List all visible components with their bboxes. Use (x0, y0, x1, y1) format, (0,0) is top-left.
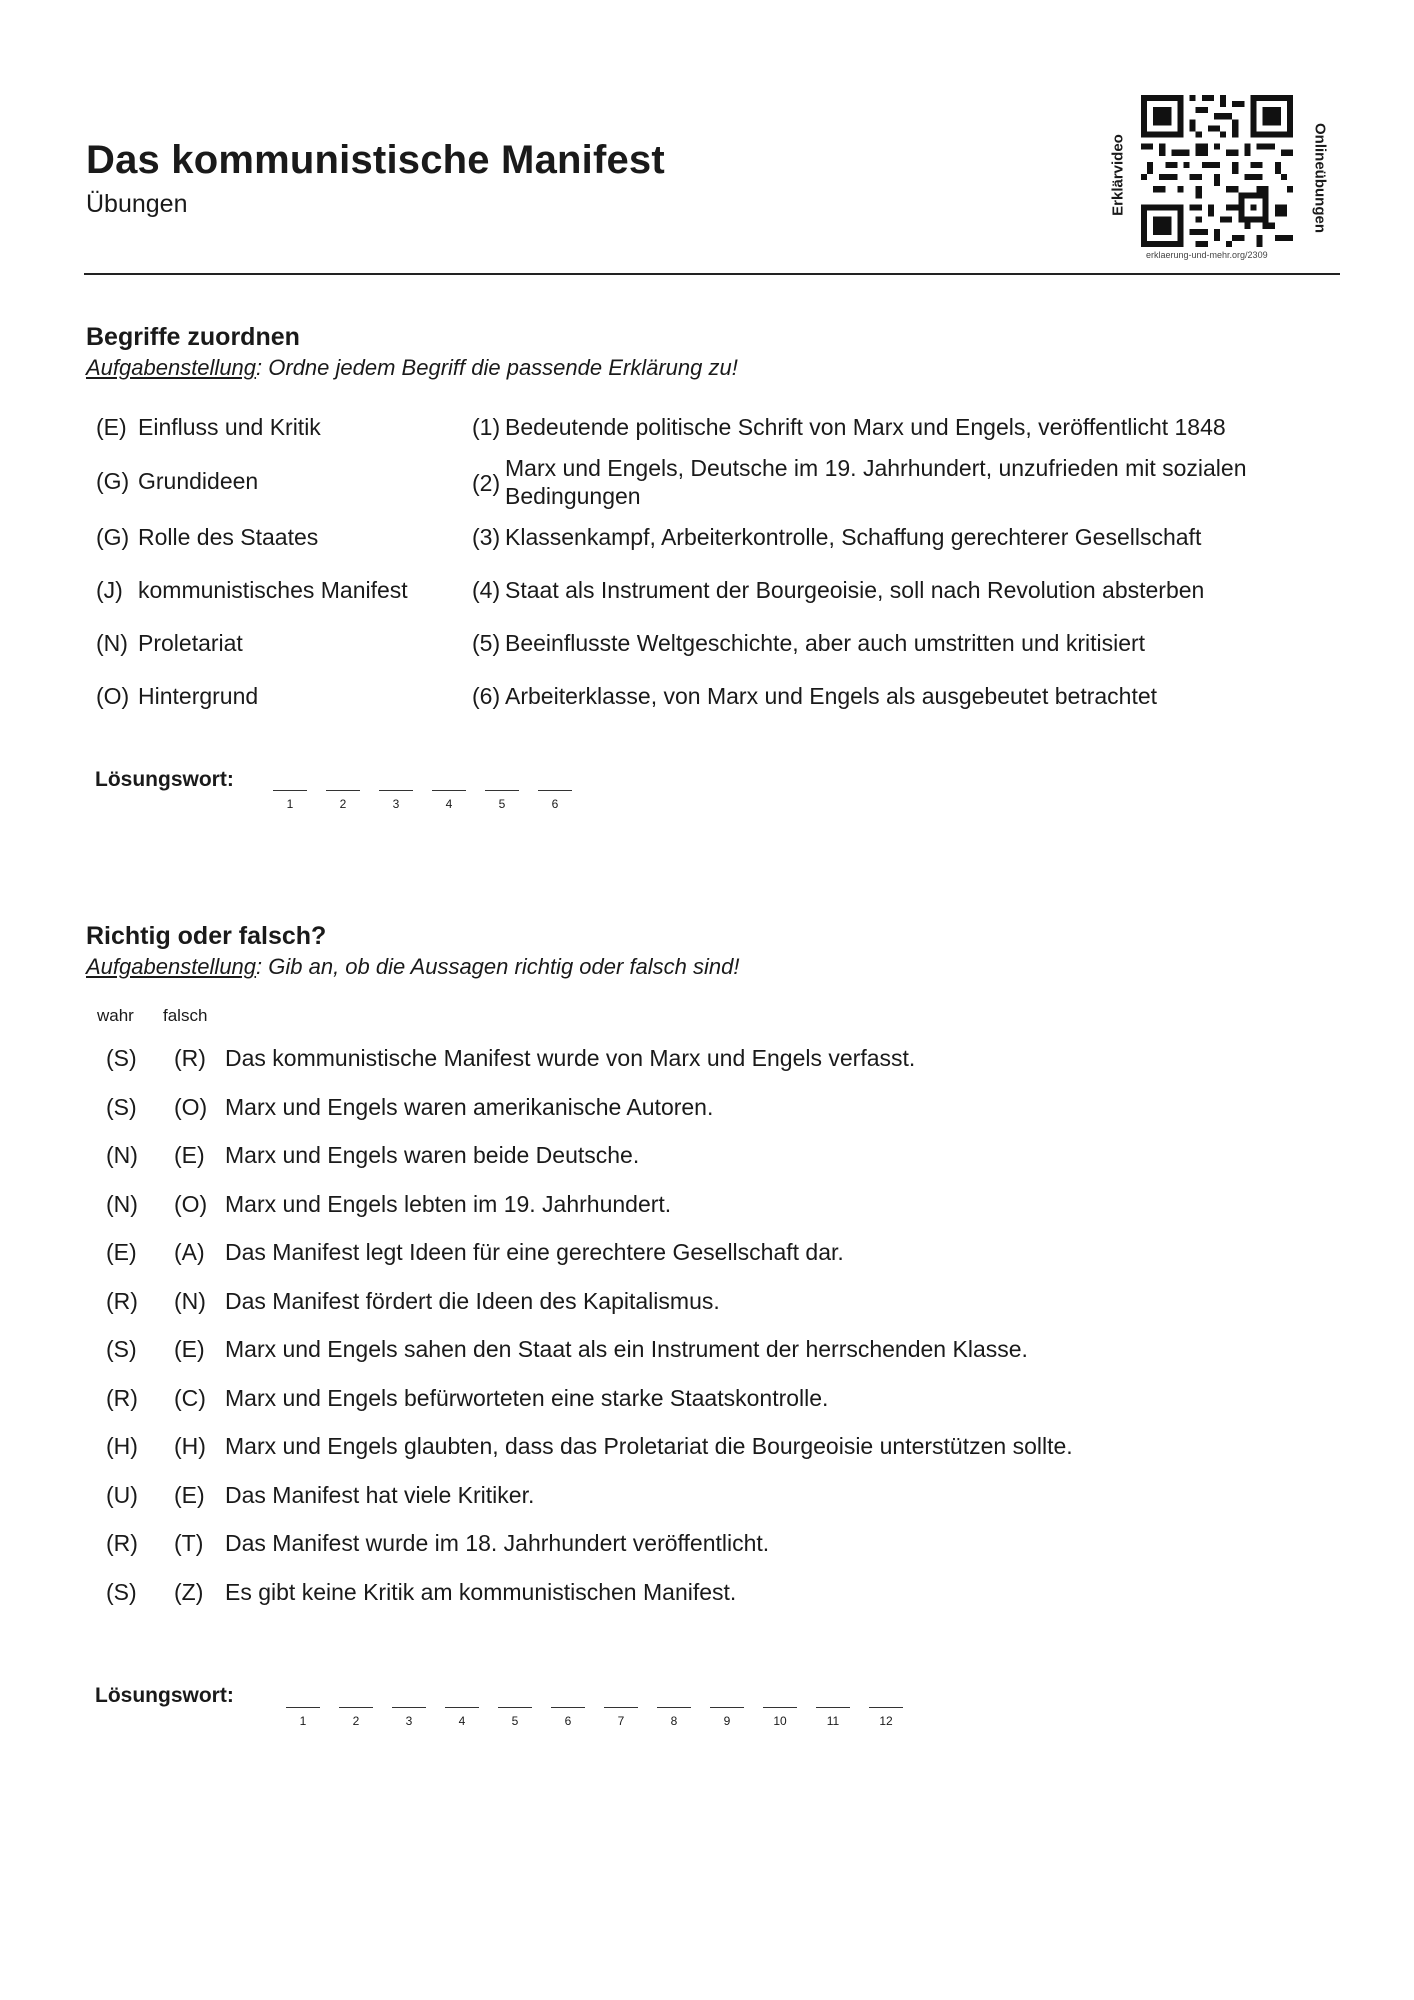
blank-number: 6 (564, 1714, 572, 1728)
blank-line[interactable] (710, 1707, 744, 1708)
header-divider (84, 273, 1340, 275)
false-option[interactable]: (E) (174, 1481, 205, 1508)
blank-number: 1 (286, 797, 294, 811)
solution-blank[interactable] (392, 1707, 426, 1728)
statement-row (0, 1191, 1414, 1225)
solution-blank[interactable] (763, 1707, 797, 1728)
term-label: Rolle des Staates (138, 524, 319, 550)
match-row (0, 577, 1414, 617)
blank-line[interactable] (392, 1707, 426, 1708)
false-option[interactable]: (C) (174, 1384, 206, 1411)
false-option[interactable]: (T) (174, 1530, 204, 1556)
qr-label-video: Erklärvideo (1109, 134, 1127, 216)
solution-blank[interactable] (445, 1707, 479, 1728)
term-label: Hintergrund (138, 683, 259, 709)
blank-number: 4 (445, 797, 453, 811)
statement-row (0, 1094, 1414, 1128)
solution-blank[interactable] (485, 790, 519, 811)
solution-blank[interactable] (816, 1707, 850, 1728)
statement-row (0, 1579, 1414, 1613)
term-letter: (J) (96, 577, 123, 603)
blank-line[interactable] (432, 790, 466, 791)
blank-line[interactable] (498, 1707, 532, 1708)
term-label: Einfluss und Kritik (138, 414, 321, 440)
solution-blank[interactable] (869, 1707, 903, 1728)
term-label: Grundideen (138, 468, 259, 494)
statement-row (0, 1336, 1414, 1370)
term-label: kommunistisches Manifest (138, 577, 408, 603)
false-option[interactable]: (N) (174, 1287, 206, 1314)
true-option[interactable]: (N) (106, 1190, 138, 1217)
statement-text: Marx und Engels glaubten, dass das Proletariat die Bourgeoisie unterstützen sollte. (225, 1433, 1073, 1459)
true-option[interactable]: (N) (106, 1142, 138, 1168)
statement-row (0, 1288, 1414, 1322)
blank-line[interactable] (379, 790, 413, 791)
statement-text: Das Manifest wurde im 18. Jahrhundert veröffentlicht. (225, 1530, 770, 1556)
explanation-text: Klassenkampf, Arbeiterkontrolle, Schaffung gerechterer Gesellschaft (505, 524, 1202, 550)
section2-task (86, 954, 740, 980)
column-header-false: falsch (163, 1006, 208, 1025)
explanation-number: (2) (472, 470, 501, 496)
blank-line[interactable] (551, 1707, 585, 1708)
qr-code-icon[interactable] (1141, 95, 1293, 247)
blank-number: 1 (299, 1714, 307, 1728)
blank-line[interactable] (273, 790, 307, 791)
false-option[interactable]: (O) (174, 1093, 208, 1120)
statement-row (0, 1530, 1414, 1564)
blank-number: 7 (617, 1714, 625, 1728)
statement-text: Marx und Engels waren beide Deutsche. (225, 1142, 640, 1168)
page-title: Das kommunistische Manifest (86, 138, 665, 182)
section1-solution-label: Lösungswort: (95, 768, 234, 791)
term-letter: (N) (96, 630, 128, 656)
true-option[interactable]: (S) (106, 1336, 137, 1362)
blank-line[interactable] (485, 790, 519, 791)
solution-blank[interactable] (273, 790, 307, 811)
statement-text: Marx und Engels lebten im 19. Jahrhundert. (225, 1190, 672, 1217)
true-option[interactable]: (R) (106, 1384, 138, 1411)
blank-number: 6 (551, 797, 559, 811)
qr-label-exercises: Onlineübungen (1311, 123, 1329, 233)
explanation-number: (3) (472, 524, 501, 550)
blank-number: 4 (458, 1714, 466, 1728)
blank-number: 10 (773, 1714, 787, 1728)
blank-number: 11 (826, 1714, 840, 1728)
statement-text: Marx und Engels sahen den Staat als ein Instrument der herrschenden Klasse. (225, 1336, 1028, 1362)
blank-number: 3 (392, 797, 400, 811)
blank-number: 2 (352, 1714, 360, 1728)
explanation-number: (6) (472, 683, 501, 709)
statement-text: Es gibt keine Kritik am kommunistischen Manifest. (225, 1578, 737, 1605)
blank-line[interactable] (339, 1707, 373, 1708)
explanation-text: Marx und Engels, Deutsche im 19. Jahrhundert, unzufrieden mit sozialen (505, 455, 1247, 481)
term-label: Proletariat (138, 630, 243, 656)
statement-text: Marx und Engels waren amerikanische Autoren. (225, 1093, 714, 1120)
qr-url: erklaerung-und-mehr.org/2309 (1146, 250, 1268, 260)
blank-number: 5 (498, 797, 506, 811)
solution-blank[interactable] (657, 1707, 691, 1728)
true-option[interactable]: (S) (106, 1093, 137, 1120)
blank-line[interactable] (657, 1707, 691, 1708)
statement-text: Das kommunistische Manifest wurde von Marx und Engels verfasst. (225, 1045, 916, 1071)
blank-number: 2 (339, 797, 347, 811)
explanation-text: Bedeutende politische Schrift von Marx und Engels, veröffentlicht 1848 (505, 414, 1226, 440)
section1-task-text: : Ordne jedem Begriff die passende Erklärung zu! (256, 355, 738, 380)
false-option[interactable]: (E) (174, 1142, 205, 1168)
statement-text: Marx und Engels befürworteten eine starke Staatskontrolle. (225, 1384, 829, 1411)
explanation-number: (4) (472, 577, 501, 603)
blank-number: 3 (405, 1714, 413, 1728)
explanation-number: (5) (472, 630, 501, 656)
solution-blank[interactable] (379, 790, 413, 811)
true-option[interactable]: (S) (106, 1045, 137, 1071)
section2-solution-label: Lösungswort: (95, 1684, 234, 1707)
solution-blank[interactable] (498, 1707, 532, 1728)
solution-blank[interactable] (286, 1707, 320, 1728)
match-row (0, 414, 1414, 454)
false-option[interactable]: (R) (174, 1045, 206, 1071)
term-letter: (G) (96, 524, 130, 550)
statement-text: Das Manifest hat viele Kritiker. (225, 1481, 535, 1508)
explanation-text: Arbeiterklasse, von Marx und Engels als ausgebeutet betrachtet (505, 683, 1158, 709)
blank-number: 5 (511, 1714, 519, 1728)
section1-task-label: Aufgabenstellung (86, 355, 257, 380)
false-option[interactable]: (E) (174, 1336, 205, 1362)
blank-number: 12 (879, 1714, 893, 1728)
page-subtitle: Übungen (86, 190, 188, 218)
false-option[interactable]: (A) (174, 1239, 205, 1265)
solution-blank[interactable] (604, 1707, 638, 1728)
true-option[interactable]: (S) (106, 1578, 137, 1605)
explanation-text: Staat als Instrument der Bourgeoisie, soll nach Revolution absterben (505, 577, 1205, 603)
statement-text: Das Manifest fördert die Ideen des Kapitalismus. (225, 1287, 720, 1314)
match-row (0, 683, 1414, 723)
false-option[interactable]: (Z) (174, 1578, 204, 1605)
statement-row (0, 1142, 1414, 1176)
solution-blank[interactable] (710, 1707, 744, 1728)
blank-line[interactable] (326, 790, 360, 791)
statement-row (0, 1239, 1414, 1273)
false-option[interactable]: (H) (174, 1433, 206, 1459)
section1-title: Begriffe zuordnen (86, 323, 300, 351)
blank-line[interactable] (604, 1707, 638, 1708)
true-option[interactable]: (H) (106, 1433, 138, 1459)
statement-row (0, 1433, 1414, 1467)
true-option[interactable]: (E) (106, 1239, 137, 1265)
section2-task-text: : Gib an, ob die Aussagen richtig oder falsch sind! (256, 954, 740, 979)
solution-blank[interactable] (551, 1707, 585, 1728)
true-option[interactable]: (U) (106, 1481, 138, 1508)
blank-line[interactable] (869, 1707, 903, 1708)
match-row (0, 524, 1414, 564)
explanation-text-cont: Bedingungen (505, 483, 641, 509)
column-header-true: wahr (97, 1006, 134, 1025)
solution-blank[interactable] (339, 1707, 373, 1728)
blank-number: 8 (670, 1714, 678, 1728)
section2-task-label: Aufgabenstellung (86, 954, 257, 979)
blank-line[interactable] (445, 1707, 479, 1708)
statement-row (0, 1385, 1414, 1419)
explanation-text: Beeinflusste Weltgeschichte, aber auch umstritten und kritisiert (505, 630, 1146, 656)
match-row (0, 630, 1414, 670)
term-letter: (G) (96, 468, 130, 494)
statement-text: Das Manifest legt Ideen für eine gerechtere Gesellschaft dar. (225, 1239, 844, 1265)
solution-blank[interactable] (538, 790, 572, 811)
blank-line[interactable] (816, 1707, 850, 1708)
statement-row (0, 1482, 1414, 1516)
term-letter: (E) (96, 414, 127, 440)
section1-task (86, 355, 738, 381)
blank-line[interactable] (286, 1707, 320, 1708)
explanation-number: (1) (472, 414, 501, 440)
blank-line[interactable] (538, 790, 572, 791)
true-option[interactable]: (R) (106, 1530, 138, 1556)
solution-blank[interactable] (326, 790, 360, 811)
false-option[interactable]: (O) (174, 1190, 208, 1217)
blank-number: 9 (723, 1714, 731, 1728)
section2-title: Richtig oder falsch? (86, 922, 327, 950)
solution-blank[interactable] (432, 790, 466, 811)
statement-row (0, 1045, 1414, 1079)
match-row (0, 455, 1414, 509)
term-letter: (O) (96, 683, 130, 709)
true-option[interactable]: (R) (106, 1287, 138, 1314)
blank-line[interactable] (763, 1707, 797, 1708)
